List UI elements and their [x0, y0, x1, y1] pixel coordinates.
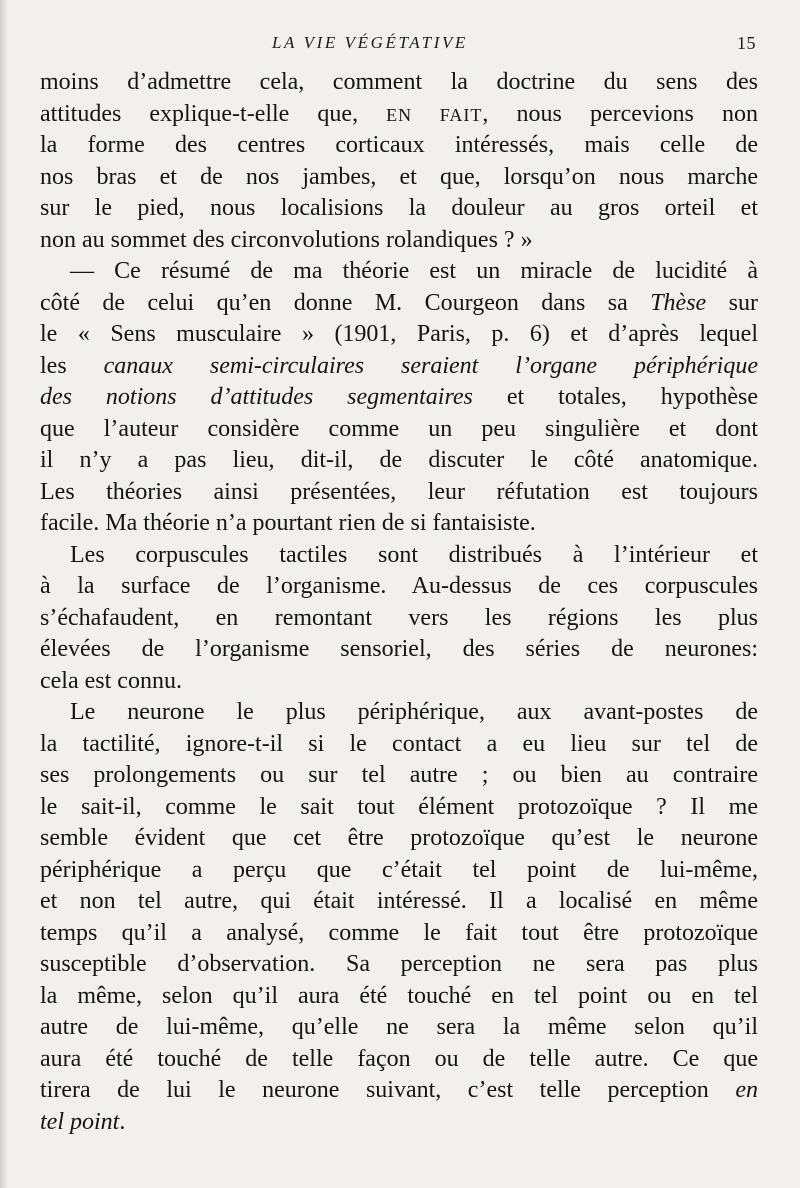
text-line: semble évident que cet être protozoïque qu’est le neurone — [40, 825, 758, 851]
text-line: que l’auteur considère comme un peu singulière et dont — [40, 415, 758, 442]
text-line: aura été touché de telle façon ou de telle autre. Ce que — [40, 1045, 758, 1072]
text-line: Les théories ainsi présentées, leur réfutation est toujours — [40, 478, 758, 505]
text-line: ses prolongements ou sur tel autre ; ou bien au contraire — [40, 762, 758, 788]
text-line: s’échafaudent, en remontant vers les régions les plus — [40, 604, 758, 631]
running-title: LA VIE VÉGÉTATIVE — [272, 33, 468, 52]
text-line: autre de lui-même, qu’elle ne sera la même selon qu’il — [40, 1014, 758, 1040]
page-number: 15 — [737, 33, 756, 53]
text-line: il n’y a pas lieu, dit-il, de discuter le côté anatomique. — [40, 447, 758, 473]
text-line: périphérique a perçu que c’était tel point de lui-même, — [40, 856, 758, 883]
text-line: élevées de l’organisme sensoriel, des séries de neurones: — [40, 636, 758, 662]
paragraph-start-line: — Ce résumé de ma théorie est un miracle de lucidité à — [70, 258, 758, 284]
text-line: le sait-il, comme le sait tout élément protozoïque ? Il me — [40, 793, 758, 820]
italic-emphasis: tel point — [40, 1108, 120, 1135]
text-line: côté de celui qu’en donne M. Courgeon dans sa Thèse sur — [40, 289, 758, 316]
italic-title: Thèse — [650, 289, 707, 316]
text-line: susceptible d’observation. Sa perception ne sera pas plus — [40, 951, 758, 977]
text-line: la forme des centres corticaux intéressés, mais celle de — [40, 132, 758, 158]
text-line: tirera de lui le neurone suivant, c’est telle perception en — [40, 1077, 758, 1103]
text-line: tel point. — [40, 1108, 126, 1135]
text-line: les canaux semi-circulaires seraient l’organe périphérique — [40, 352, 758, 379]
running-head — [0, 33, 800, 59]
text-line: facile. Ma théorie n’a pourtant rien de si fantaisiste. — [40, 510, 536, 536]
text-line: sur le pied, nous localisions la douleur au gros orteil et — [40, 195, 758, 221]
paragraph-start-line: Le neurone le plus périphérique, aux avant-postes de — [70, 699, 758, 725]
text-line: temps qu’il a analysé, comme le fait tout être protozoïque — [40, 919, 758, 946]
text-line: la tactilité, ignore-t-il si le contact a eu lieu sur tel de — [40, 730, 758, 757]
text-line: à la surface de l’organisme. Au-dessus de ces corpuscules — [40, 573, 758, 599]
small-caps-emphasis: EN FAIT — [386, 104, 483, 125]
text-line: et non tel autre, qui était intéressé. Il a localisé en même — [40, 888, 758, 914]
text-line: des notions d’attitudes segmentaires et totales, hypothèse — [40, 384, 758, 410]
paragraph-start-line: Les corpuscules tactiles sont distribués à l’intérieur et — [70, 541, 758, 568]
text-line: non au sommet des circonvolutions rolandiques ? » — [40, 226, 533, 253]
italic-quotation: canaux semi-circulaires seraient l’organe périphérique — [103, 352, 758, 379]
text-line: attitudes explique-t-elle que, EN FAIT, nous percevions non — [40, 100, 758, 127]
italic-emphasis: en — [735, 1077, 758, 1103]
text-line: moins d’admettre cela, comment la doctrine du sens des — [40, 69, 758, 95]
text-line: cela est connu. — [40, 667, 182, 694]
body-text — [40, 67, 758, 1138]
text-line: la même, selon qu’il aura été touché en tel point ou en tel — [40, 982, 758, 1009]
text-line: nos bras et de nos jambes, et que, lorsqu’on nous marche — [40, 163, 758, 190]
text-line: le « Sens musculaire » (1901, Paris, p. 6) et d’après lequel — [40, 321, 758, 347]
italic-quotation: des notions d’attitudes segmentaires — [40, 384, 473, 410]
